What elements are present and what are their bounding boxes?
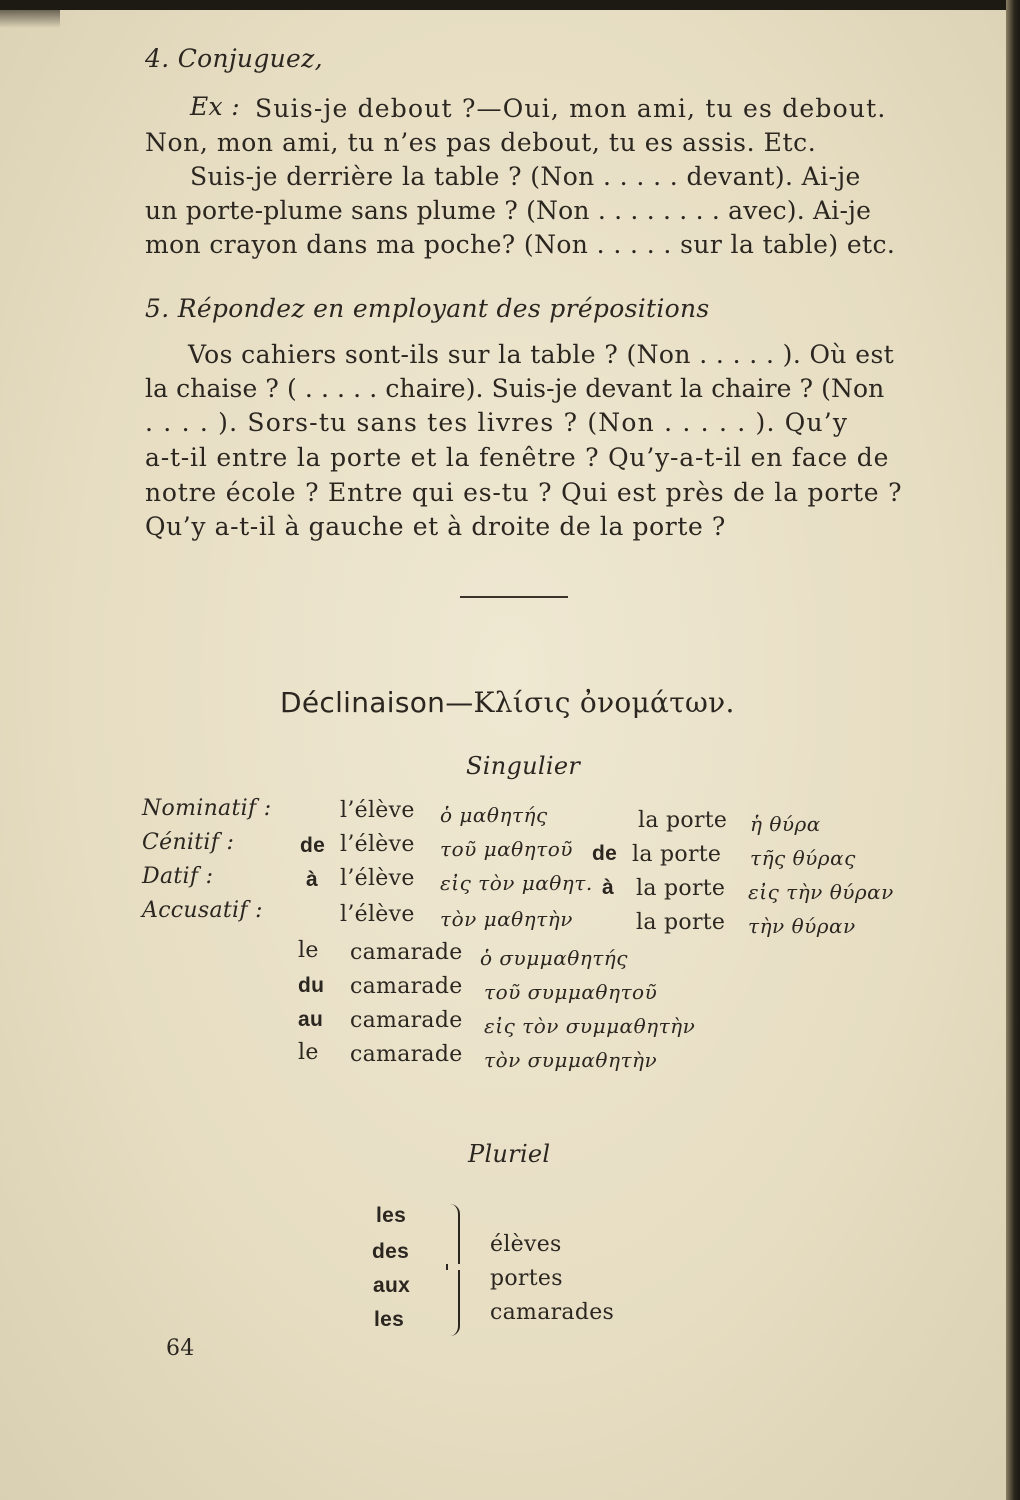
plural-noun: portes	[490, 1266, 563, 1291]
greek-form: εἰς τὴν θύραν	[748, 880, 894, 904]
plural-heading: Pluriel	[468, 1140, 551, 1168]
page-top-edge	[0, 0, 1020, 10]
greek-form: ἡ θύρα	[750, 812, 821, 836]
noun-porte: la porte	[638, 808, 728, 833]
plural-noun: élèves	[490, 1232, 562, 1257]
noun-camarade: camarade	[350, 1008, 463, 1033]
article: au	[298, 1008, 324, 1031]
case-label: Cénitif :	[142, 830, 235, 855]
greek-form: τὸν μαθητὴν	[440, 907, 573, 931]
exercise-5-line: Qu’y a-t-il à gauche et à droite de la porte ?	[145, 512, 726, 541]
plural-noun: camarades	[490, 1300, 615, 1325]
noun-camarade: camarade	[350, 940, 463, 965]
case-label: Datif :	[142, 864, 214, 889]
section-divider	[460, 596, 568, 598]
exercise-5-line: notre école ? Entre qui es-tu ? Qui est près de la porte ?	[145, 478, 903, 507]
exercise-4-line: mon crayon dans ma poche? (Non . . . . . sur la table) etc.	[145, 230, 896, 259]
page-corner-shadow	[0, 10, 60, 28]
exercise-4-line: Suis-je debout ?—Oui, mon ami, tu es debout.	[255, 94, 887, 123]
article: du	[298, 974, 325, 997]
greek-form: εἰς τὸν μαθητ.	[440, 871, 593, 895]
plural-article: les	[376, 1204, 407, 1227]
exercise-4-line: Non, mon ami, tu n’es pas debout, tu es assis. Etc.	[145, 128, 817, 157]
greek-form: τοῦ συμμαθητοῦ	[484, 980, 658, 1004]
noun-eleve: l’élève	[340, 866, 415, 891]
noun-camarade: camarade	[350, 1042, 463, 1067]
exercise-5-line: la chaise ? ( . . . . . chaire). Suis-je devant la chaire ? (Non	[145, 374, 885, 403]
plural-article: aux	[373, 1274, 411, 1297]
section-title	[280, 686, 735, 719]
page-binding-edge	[1006, 0, 1020, 1500]
case-label: Nominatif :	[142, 796, 272, 821]
greek-form: τὸν συμμαθητὴν	[484, 1048, 658, 1072]
exercise-5-heading: 5. Répondez en employant des prépositions	[145, 294, 710, 323]
section-title-french: Déclinaison—	[280, 686, 474, 719]
section-title-greek: Κλίσις ὀνομάτων.	[473, 686, 735, 719]
brace	[448, 1204, 460, 1264]
exercise-5-line: Vos cahiers sont-ils sur la table ? (Non . . . . . ). Où est	[188, 340, 895, 369]
brace	[448, 1270, 460, 1336]
preposition: de	[592, 842, 618, 865]
noun-camarade: camarade	[350, 974, 463, 999]
page-number: 64	[166, 1336, 195, 1361]
greek-form: εἰς τὸν συμμαθητὴν	[484, 1014, 696, 1038]
preposition: à	[602, 876, 614, 899]
greek-form: τὴν θύραν	[748, 914, 856, 938]
plural-article: les	[374, 1308, 405, 1331]
noun-porte: la porte	[632, 842, 722, 867]
case-label: Accusatif :	[142, 898, 263, 923]
plural-article: des	[372, 1240, 410, 1263]
exercise-4-heading: 4. Conjuguez,	[145, 44, 323, 73]
exercise-5-line: a-t-il entre la porte et la fenêtre ? Qu’y-a-t-il en face de	[145, 443, 890, 472]
noun-eleve: l’élève	[340, 798, 415, 823]
greek-form: ὁ συμμαθητής	[480, 946, 628, 970]
greek-form: τοῦ μαθητοῦ	[440, 837, 573, 861]
noun-eleve: l’élève	[340, 902, 415, 927]
preposition: de	[300, 834, 326, 857]
noun-porte: la porte	[636, 910, 726, 935]
greek-form: ὁ μαθητής	[440, 803, 548, 827]
exercise-4-line: un porte-plume sans plume ? (Non . . . . . . . . avec). Ai-je	[145, 196, 872, 225]
example-label: Ex :	[190, 92, 240, 121]
article: le	[298, 1040, 319, 1065]
exercise-5-line: . . . . ). Sors-tu sans tes livres ? (Non . . . . . ). Qu’y	[145, 408, 849, 437]
article: le	[298, 938, 319, 963]
greek-form: τῆς θύρας	[750, 846, 856, 870]
singular-heading: Singulier	[466, 752, 581, 780]
exercise-4-line: Suis-je derrière la table ? (Non . . . . . devant). Ai-je	[190, 162, 861, 191]
preposition: à	[306, 868, 318, 891]
noun-porte: la porte	[636, 876, 726, 901]
noun-eleve: l’élève	[340, 832, 415, 857]
